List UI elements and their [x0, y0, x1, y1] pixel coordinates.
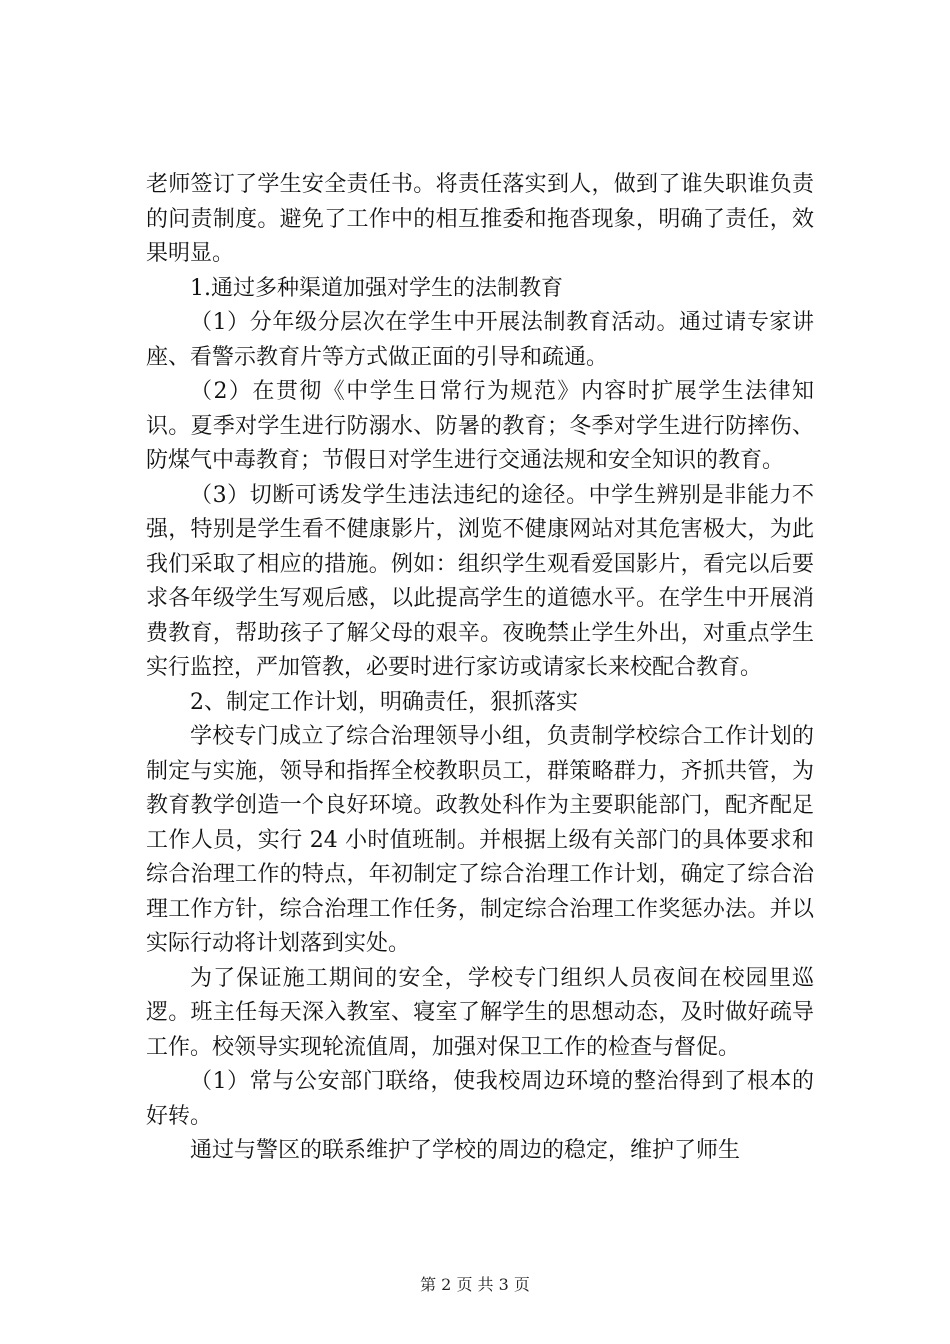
paragraph-police-district: 通过与警区的联系维护了学校的周边的稳定，维护了师生 — [190, 1138, 741, 1163]
paragraph-construction-safety: 为了保证施工期间的安全，学校专门组织人员夜间在校园里巡逻。班主任每天深入教室、寝室了解学生的思想动态，及时做好疏导工作。校领导实现轮流值周，加强对保卫工作的检查与督促。 — [146, 965, 814, 1060]
document-body — [146, 168, 814, 1169]
paragraph-cut-off-paths: （3）切断可诱发学生违法违纪的途径。中学生辨别是非能力不强，特别是学生看不健康影片，浏览不健康网站对其危害极大，为此我们采取了相应的措施。例如：组织学生观看爱国影片，看完以后要求各年级学生写观后感，以此提高学生的道德水平。在学生中开展消费教育，帮助孩子了解父母的艰辛。夜晚禁止学生外出，对重点学生实行监控，严加管教，必要时进行家访或请家长来校配合教育。 — [146, 482, 814, 680]
paragraph-behavior-norms: （2）在贯彻《中学生日常行为规范》内容时扩展学生法律知识。夏季对学生进行防溺水、防暑的教育；冬季对学生进行防摔伤、防煤气中毒教育；节假日对学生进行交通法规和安全知识的教育。 — [146, 379, 814, 473]
heading-work-plan: 2、制定工作计划，明确责任，狠抓落实 — [190, 689, 578, 715]
paragraph-police-contact: （1）常与公安部门联络，使我校周边环境的整治得到了根本的好转。 — [146, 1069, 814, 1129]
page-footer: 第 2 页 共 3 页 — [420, 1275, 530, 1294]
paragraph-grade-activities: （1）分年级分层次在学生中开展法制教育活动。通过请专家讲座、看警示教育片等方式做正面的引导和疏通。 — [146, 310, 814, 370]
paragraph-leadership-group: 学校专门成立了综合治理领导小组，负责制学校综合工作计划的制定与实施，领导和指挥全校教职员工，群策略群力，齐抓共管，为教育教学创造一个良好环境。政教处科作为主要职能部门，配齐配足工作人员，实行 24 小时值班制。并根据上级有关部门的具体要求和综合治理工作的特点，年初制定了综合治理工作计划，确定了综合治理工作方针，综合治理工作任务，制定综合治理工作奖惩办法。并以实际行动将计划落到实处。 — [146, 724, 814, 956]
heading-legal-education: 1.通过多种渠道加强对学生的法制教育 — [190, 275, 563, 301]
paragraph-responsibility-letter: 老师签订了学生安全责任书。将责任落实到人，做到了谁失职谁负责的问责制度。避免了工作中的相互推委和拖沓现象，明确了责任，效果明显。 — [146, 172, 814, 266]
